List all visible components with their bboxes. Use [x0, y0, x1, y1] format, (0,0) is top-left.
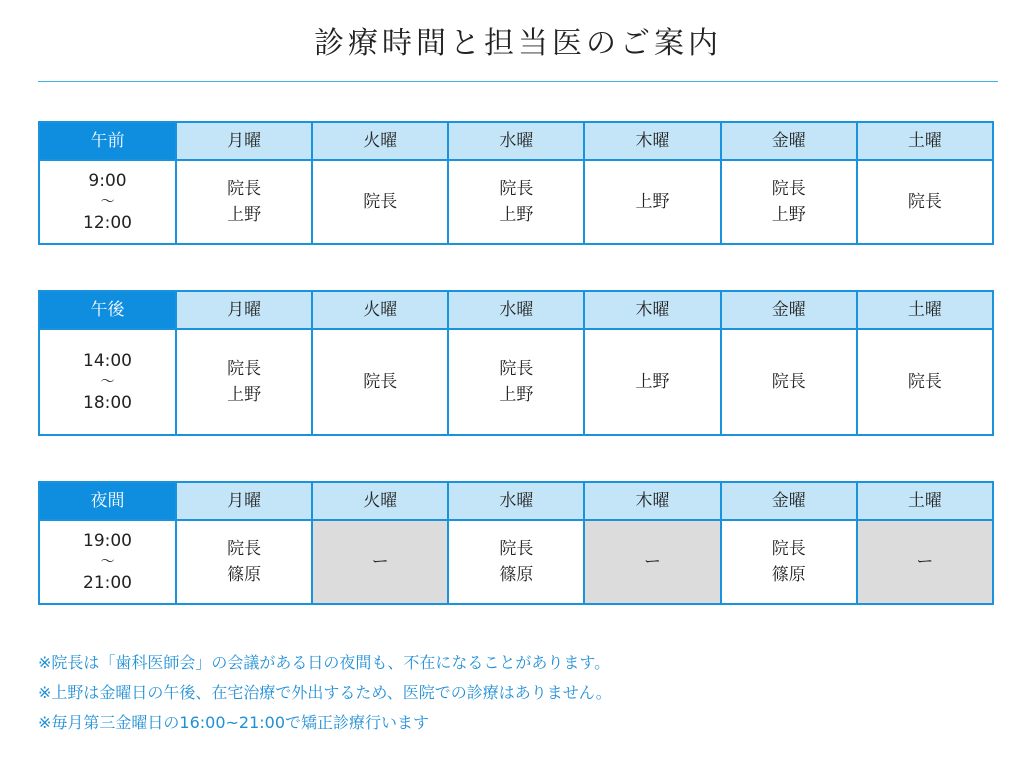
doctor-cell [312, 160, 448, 244]
period-label: 夜間 [39, 482, 176, 520]
doctor-name: 上野 [499, 385, 534, 405]
end-time: 21:00 [83, 573, 132, 593]
doctor-cell [176, 160, 312, 244]
doctor-name: 院長 [363, 372, 398, 392]
start-time: 19:00 [83, 531, 132, 551]
doctor-name: 上野 [771, 205, 806, 225]
doctor-name: 篠原 [771, 565, 806, 585]
doctor-cell [176, 520, 312, 604]
schedule-row [39, 520, 993, 604]
header-row [39, 482, 993, 520]
period-label: 午後 [39, 291, 176, 329]
doctor-name: 院長 [771, 372, 806, 392]
schedule-row [39, 329, 993, 435]
note-line: ※毎月第三金曜日の16:00~21:00で矯正診療行います [38, 713, 430, 732]
doctor-cell [176, 329, 312, 435]
doctor-cell [448, 160, 584, 244]
doctor-name: 院長 [499, 539, 534, 559]
doctor-name: 篠原 [227, 565, 262, 585]
period-label: 午前 [39, 122, 176, 160]
page-title: 診療時間と担当医のご案内 [314, 26, 722, 61]
doctor-name: 上野 [227, 385, 262, 405]
note-line: ※院長は「歯科医師会」の会議がある日の夜間も、不在になることがあります。 [38, 653, 611, 672]
doctor-name: 院長 [227, 359, 262, 379]
no-service-dash: ー [644, 552, 662, 572]
time-range [39, 160, 176, 244]
schedule-table-afternoon [38, 290, 994, 436]
title-divider [38, 81, 998, 82]
doctor-cell [584, 160, 720, 244]
doctor-cell [857, 329, 993, 435]
time-separator: 〜 [100, 194, 115, 210]
doctor-cell [448, 520, 584, 604]
time-separator: 〜 [100, 554, 115, 570]
day-header: 水曜 [448, 291, 584, 329]
day-header: 月曜 [176, 482, 312, 520]
doctor-name: 院長 [499, 179, 534, 199]
no-service-dash: ー [916, 552, 934, 572]
doctor-cell [721, 160, 857, 244]
time-separator: 〜 [100, 374, 115, 390]
notes-section [38, 648, 612, 738]
note-line: ※上野は金曜日の午後、在宅治療で外出するため、医院での診療はありません。 [38, 683, 612, 702]
doctor-name: 上野 [499, 205, 534, 225]
schedule-table-morning [38, 121, 994, 245]
day-header: 木曜 [584, 482, 720, 520]
header-row [39, 291, 993, 329]
time-range [39, 520, 176, 604]
day-header: 金曜 [721, 482, 857, 520]
doctor-name: 篠原 [499, 565, 534, 585]
closed-cell [857, 520, 993, 604]
start-time: 9:00 [88, 171, 127, 191]
day-header: 月曜 [176, 291, 312, 329]
schedule-row [39, 160, 993, 244]
time-range [39, 329, 176, 435]
doctor-cell [721, 520, 857, 604]
day-header: 火曜 [312, 291, 448, 329]
doctor-name: 院長 [907, 192, 942, 212]
doctor-cell [857, 160, 993, 244]
doctor-name: 院長 [907, 372, 942, 392]
doctor-name: 院長 [771, 539, 806, 559]
doctor-name: 院長 [771, 179, 806, 199]
day-header: 水曜 [448, 482, 584, 520]
doctor-cell [721, 329, 857, 435]
header-row [39, 122, 993, 160]
day-header: 火曜 [312, 482, 448, 520]
closed-cell [584, 520, 720, 604]
day-header: 金曜 [721, 291, 857, 329]
day-header: 土曜 [857, 291, 993, 329]
doctor-name: 上野 [635, 192, 670, 212]
doctor-name: 上野 [635, 372, 670, 392]
day-header: 木曜 [584, 291, 720, 329]
day-header: 金曜 [721, 122, 857, 160]
closed-cell [312, 520, 448, 604]
end-time: 12:00 [83, 213, 132, 233]
schedule-table-evening [38, 481, 994, 605]
doctor-name: 院長 [499, 359, 534, 379]
doctor-cell [448, 329, 584, 435]
day-header: 土曜 [857, 482, 993, 520]
doctor-cell [584, 329, 720, 435]
no-service-dash: ー [371, 552, 389, 572]
doctor-cell [312, 329, 448, 435]
doctor-name: 院長 [227, 179, 262, 199]
day-header: 月曜 [176, 122, 312, 160]
day-header: 土曜 [857, 122, 993, 160]
doctor-name: 院長 [363, 192, 398, 212]
doctor-name: 院長 [227, 539, 262, 559]
end-time: 18:00 [83, 393, 132, 413]
doctor-name: 上野 [227, 205, 262, 225]
day-header: 木曜 [584, 122, 720, 160]
start-time: 14:00 [83, 351, 132, 371]
day-header: 火曜 [312, 122, 448, 160]
day-header: 水曜 [448, 122, 584, 160]
